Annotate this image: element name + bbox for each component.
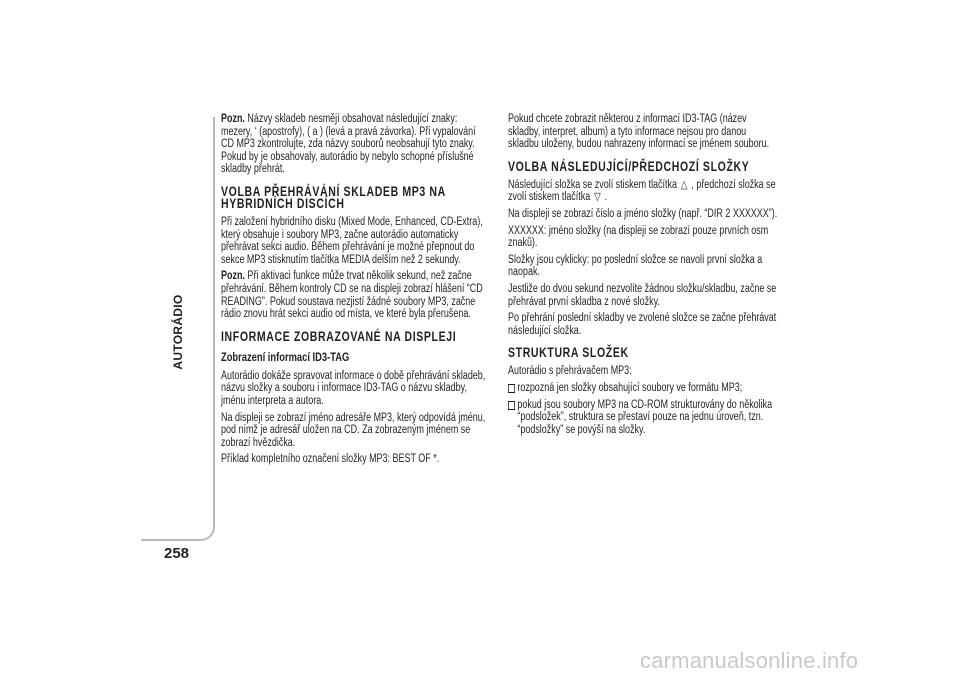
body-paragraph: Po přehrání poslední skladby ve zvolené složce se začne přehrávat následující složka.	[508, 312, 777, 337]
body-paragraph: Složky jsou cyklicky: po poslední složce se navolí první složka a naopak.	[508, 253, 763, 279]
triangle-up-icon: △	[680, 178, 688, 191]
list-item	[508, 382, 778, 395]
body-paragraph: Při založení hybridního disku (Mixed Mode, Enhanced, CD-Extra), který obsahuje i soubory MP3, začne autorádio automaticky přehrávat sekci audio. Během přehrávání je možné přepnout do sekce MP3 stisknutím tlačítka MEDIA delším než 2 sekundy.	[221, 215, 483, 266]
section-label: AUTORÁDIO	[171, 294, 185, 370]
body-paragraph	[508, 179, 778, 204]
section-heading: VOLBA PŘEHRÁVÁNÍ SKLADEB MP3 NA HYBRIDNÍCH DISCÍCH	[221, 183, 446, 211]
note-label: Pozn.	[221, 113, 245, 125]
text-fragment: Následující složka se zvolí stiskem tlačítka	[508, 178, 680, 191]
checkbox-bullet-icon	[508, 384, 515, 393]
body-paragraph: XXXXXX: jméno složky (na displeji se zobrazí pouze prvních osm znaků).	[508, 224, 769, 250]
page-number: 258	[164, 545, 190, 562]
left-column	[221, 113, 491, 470]
text-fragment: .	[602, 191, 608, 204]
list-item	[508, 399, 778, 437]
section-heading: VOLBA NÁSLEDUJÍCÍ/PŘEDCHOZÍ SLOŽKY	[508, 158, 750, 174]
section-heading: INFORMACE ZOBRAZOVANÉ NA DISPLEJI	[221, 328, 457, 344]
text-fragment: , předchozí složka se zvolí stiskem tlačítka	[508, 178, 776, 204]
body-paragraph: Na displeji se zobrazí číslo a jméno složky (např. “DIR 2 XXXXXX”).	[508, 207, 778, 220]
checkbox-bullet-icon	[508, 401, 515, 410]
note-text: Názvy skladeb nesmějí obsahovat následující znaky: mezery, ‘ (apostrofy), ( a ) (levá a pravá závorka). Při vypalování CD MP3 zkontrolujte, zda názvy souborů neobsahují tyto znaky. Pokud by je obsahovaly, autorádio by nebylo schopné příslušné skladby přehrát.	[221, 113, 476, 176]
bullet-list	[508, 382, 778, 436]
note-paragraph	[221, 270, 491, 320]
list-item-text: pokud jsou soubory MP3 na CD-ROM strukturovány do několika “podsložek”, struktura se přestaví pouze na jednu úroveň, tzn. “podsložky” se povýší na složky.	[517, 398, 773, 436]
body-paragraph: Pokud chcete zobrazit některou z informací ID3-TAG (název skladby, interpret, album) a tyto informace nejsou pro danou skladbu uloženy, budou nahrazeny informací se jménem souboru.	[508, 113, 770, 151]
note-paragraph	[221, 113, 491, 176]
body-paragraph: Autorádio s přehrávačem MP3:	[508, 365, 632, 378]
watermark: carmanualsonline.info	[640, 648, 859, 673]
body-paragraph: Na displeji se zobrazí jméno adresáře MP3, který odpovídá jménu, pod nímž je adresář uložen na CD. Za zobrazeným jménem se zobrazí hvězdička.	[221, 411, 486, 449]
body-paragraph: Příklad kompletního označení složky MP3: BEST OF *.	[221, 453, 440, 466]
note-text: Při aktivaci funkce může trvat několik sekund, než začne přehrávání. Během kontroly CD se na displeji zobrazí hlášení “CD READING”. Pokud soustava nezjistí žádné soubory MP3, začne rádio znovu hrát sekci audio od místa, ve které byla přerušena.	[221, 270, 483, 321]
body-paragraph: Autorádio dokáže spravovat informace o době přehrávání skladeb, názvu složky a souboru i informace ID3-TAG o názvu skladby, jménu interpreta a autora.	[221, 369, 486, 407]
list-item-text: rozpozná jen složky obsahující soubory ve formátu MP3;	[517, 381, 743, 394]
subheading: Zobrazení informací ID3-TAG	[221, 349, 350, 364]
triangle-down-icon: ▽	[594, 191, 601, 204]
section-heading: STRUKTURA SLOŽEK	[508, 345, 629, 361]
body-paragraph: Jestliže do dvou sekund nezvolíte žádnou složku/skladbu, začne se přehrávat první skladba z nové složky.	[508, 282, 777, 308]
right-column	[508, 113, 778, 440]
note-label: Pozn.	[221, 270, 245, 283]
